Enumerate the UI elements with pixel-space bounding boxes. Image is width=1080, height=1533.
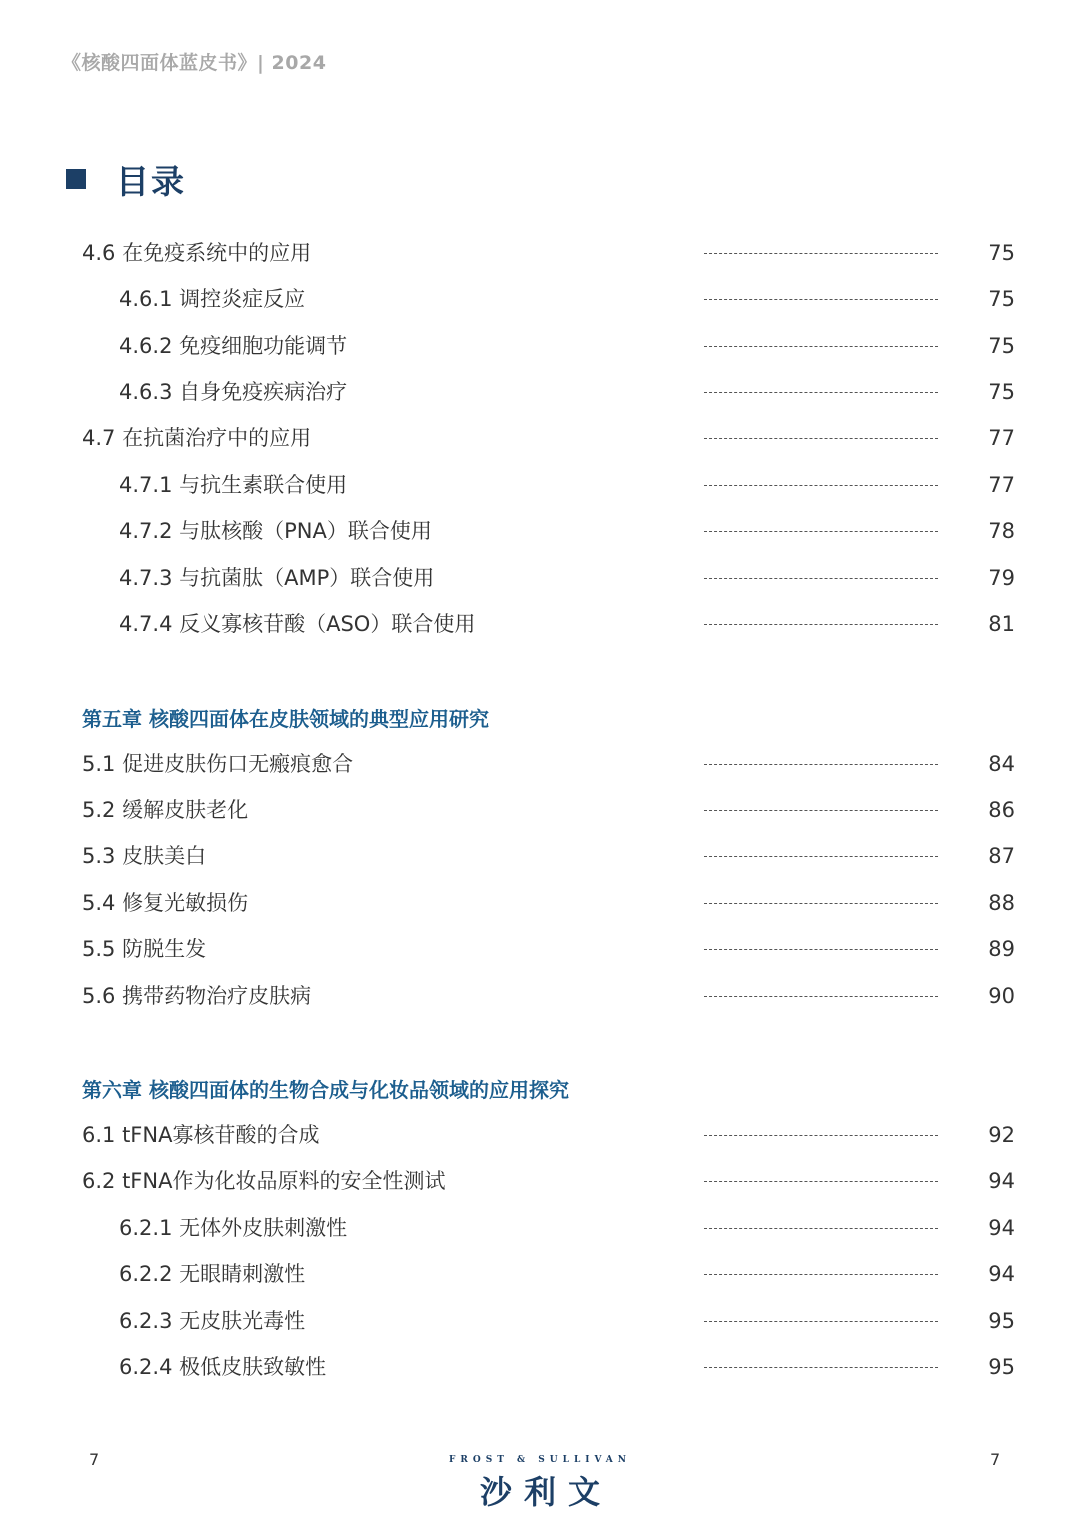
toc-entry-page: 95 [988, 1355, 1015, 1379]
logo-chinese-text: 沙利文 [479, 1473, 612, 1511]
leader-dots [704, 1181, 938, 1182]
leader-dots [704, 1321, 938, 1322]
toc-entry-page: 78 [988, 519, 1015, 543]
frost-sullivan-logo [440, 1455, 640, 1513]
toc-entry-page: 75 [988, 287, 1015, 311]
toc-entry-title: 5.1 促进皮肤伤口无瘢痕愈合 [82, 752, 354, 776]
leader-dots [704, 624, 938, 625]
leader-dots [704, 856, 938, 857]
toc-entry-title: 6.2.3 无皮肤光毒性 [119, 1309, 306, 1333]
leader-dots [704, 299, 938, 300]
toc-entry[interactable] [0, 979, 1080, 1013]
toc-entry-page: 75 [988, 241, 1015, 265]
toc-entry-page: 75 [988, 380, 1015, 404]
toc-entry-page: 94 [988, 1169, 1015, 1193]
toc-entry-title: 5.4 修复光敏损伤 [82, 891, 249, 915]
toc-entry-title: 4.7 在抗菌治疗中的应用 [82, 426, 312, 450]
toc-entry[interactable] [0, 747, 1080, 781]
leader-dots [704, 996, 938, 997]
chapter-6-title[interactable]: 第六章 核酸四面体的生物合成与化妆品领域的应用探究 [82, 1078, 569, 1102]
toc-entry-title: 5.6 携带药物治疗皮肤病 [82, 984, 312, 1008]
toc-entry[interactable] [0, 1164, 1080, 1198]
toc-entry[interactable] [0, 1118, 1080, 1152]
toc-entry[interactable] [0, 329, 1080, 363]
toc-entry-title: 5.2 缓解皮肤老化 [82, 798, 249, 822]
toc-entry-title: 4.7.1 与抗生素联合使用 [119, 473, 348, 497]
toc-entry[interactable] [0, 1350, 1080, 1384]
toc-entry-title: 6.2.4 极低皮肤致敏性 [119, 1355, 327, 1379]
leader-dots [704, 1367, 938, 1368]
toc-entry-page: 77 [988, 473, 1015, 497]
toc-entry-title: 5.5 防脱生发 [82, 937, 207, 961]
toc-heading [66, 155, 186, 203]
toc-entry[interactable] [0, 1211, 1080, 1245]
leader-dots [704, 253, 938, 254]
running-header: 《核酸四面体蓝皮书》| 2024 [62, 52, 327, 74]
leader-dots [704, 531, 938, 532]
leader-dots [704, 949, 938, 950]
toc-entry-title: 6.2.1 无体外皮肤刺激性 [119, 1216, 348, 1240]
toc-entry-page: 90 [988, 984, 1015, 1008]
toc-entry-page: 81 [988, 612, 1015, 636]
leader-dots [704, 392, 938, 393]
leader-dots [704, 438, 938, 439]
toc-entry[interactable] [0, 607, 1080, 641]
toc-entry-page: 95 [988, 1309, 1015, 1333]
leader-dots [704, 1274, 938, 1275]
toc-entry[interactable] [0, 375, 1080, 409]
toc-entry-page: 84 [988, 752, 1015, 776]
toc-entry[interactable] [0, 468, 1080, 502]
leader-dots [704, 346, 938, 347]
leader-dots [704, 1228, 938, 1229]
toc-entry-page: 94 [988, 1216, 1015, 1240]
toc-entry-page: 75 [988, 334, 1015, 358]
logo-english-text: FROST & SULLIVAN [448, 1455, 631, 1465]
toc-entry-title: 4.7.4 反义寡核苷酸（ASO）联合使用 [119, 612, 476, 636]
toc-entry-title: 6.2.2 无眼睛刺激性 [119, 1262, 306, 1286]
toc-entry-title: 4.7.2 与肽核酸（PNA）联合使用 [119, 519, 432, 543]
leader-dots [704, 578, 938, 579]
leader-dots [704, 485, 938, 486]
toc-entry[interactable] [0, 886, 1080, 920]
toc-entry-title: 4.6.2 免疫细胞功能调节 [119, 334, 348, 358]
toc-entry[interactable] [0, 282, 1080, 316]
toc-entry-page: 88 [988, 891, 1015, 915]
toc-entry-title: 6.2 tFNA作为化妆品原料的安全性测试 [82, 1169, 446, 1193]
toc-entry[interactable] [0, 1304, 1080, 1338]
toc-entry-page: 92 [988, 1123, 1015, 1147]
toc-entry[interactable] [0, 561, 1080, 595]
toc-entry-page: 77 [988, 426, 1015, 450]
toc-entry[interactable] [0, 932, 1080, 966]
toc-entry-title: 4.6.1 调控炎症反应 [119, 287, 306, 311]
toc-entry[interactable] [0, 514, 1080, 548]
toc-entry-title: 6.1 tFNA寡核苷酸的合成 [82, 1123, 320, 1147]
toc-title: 目录 [116, 161, 186, 201]
toc-entry[interactable] [0, 793, 1080, 827]
toc-entry-title: 4.7.3 与抗菌肽（AMP）联合使用 [119, 566, 435, 590]
page-number-right: 7 [990, 1450, 1001, 1469]
toc-entry-page: 79 [988, 566, 1015, 590]
toc-entry-page: 94 [988, 1262, 1015, 1286]
toc-entry-title: 4.6 在免疫系统中的应用 [82, 241, 312, 265]
toc-entry-page: 86 [988, 798, 1015, 822]
leader-dots [704, 1135, 938, 1136]
toc-entry[interactable] [0, 1257, 1080, 1291]
toc-entry[interactable] [0, 236, 1080, 270]
leader-dots [704, 810, 938, 811]
leader-dots [704, 764, 938, 765]
toc-entry-page: 87 [988, 844, 1015, 868]
toc-entry-title: 5.3 皮肤美白 [82, 844, 207, 868]
toc-entry[interactable] [0, 839, 1080, 873]
toc-entry-page: 89 [988, 937, 1015, 961]
toc-entry-title: 4.6.3 自身免疫疾病治疗 [119, 380, 348, 404]
chapter-5-title[interactable]: 第五章 核酸四面体在皮肤领域的典型应用研究 [82, 707, 489, 731]
page-number-left: 7 [89, 1450, 100, 1469]
heading-square-marker [66, 169, 86, 189]
toc-entry[interactable] [0, 421, 1080, 455]
leader-dots [704, 903, 938, 904]
